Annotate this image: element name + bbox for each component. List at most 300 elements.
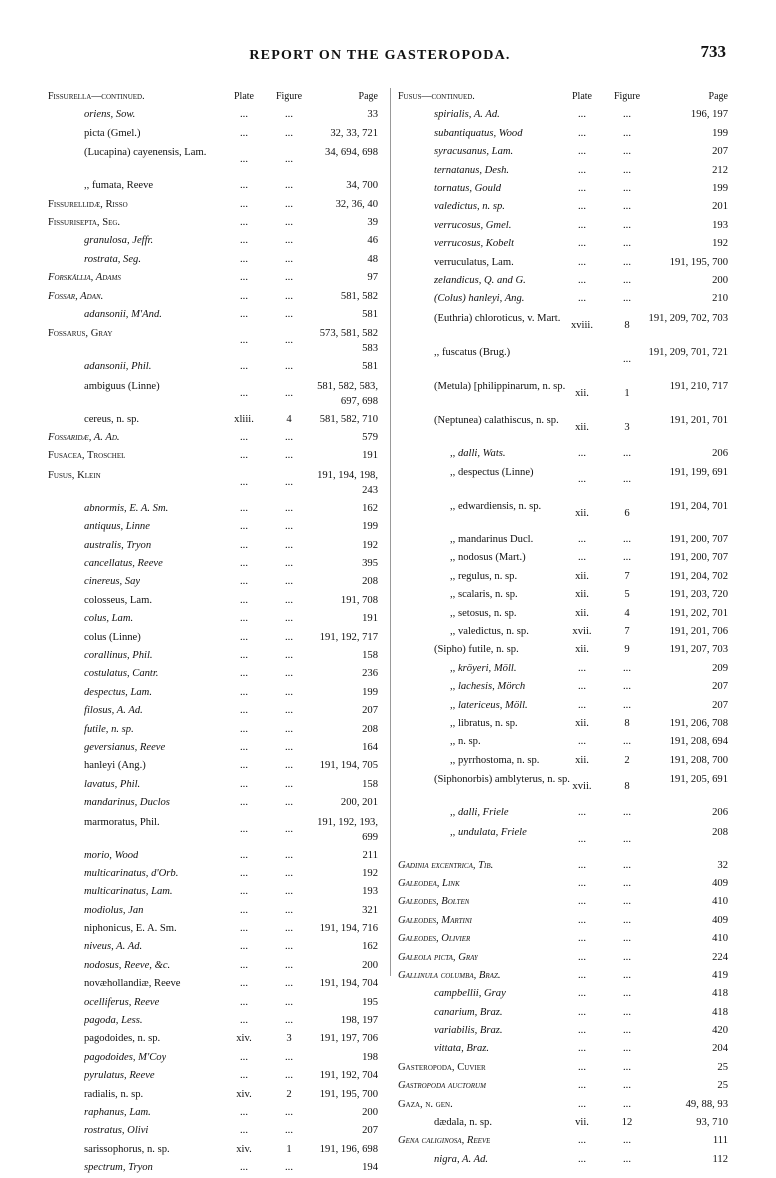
index-entry — [48, 358, 382, 376]
entry-page: 581, 582, 710 — [319, 413, 378, 425]
entry-name: ,, nodosus (Mart.) — [450, 552, 526, 564]
entry-page: 581 — [362, 361, 378, 373]
index-entry — [398, 1096, 728, 1114]
entry-figure: ... — [623, 833, 631, 845]
entry-page: 32 — [717, 859, 728, 871]
entry-figure: ... — [285, 272, 293, 284]
entry-name: ,, scalaris, n. sp. — [450, 589, 518, 601]
entry-page: 191, 208, 694 — [669, 736, 728, 748]
entry-name: oriens, Sow. — [84, 109, 136, 121]
page-number: 733 — [700, 42, 726, 61]
entry-figure: ... — [623, 969, 631, 981]
index-entry — [48, 776, 382, 794]
entry-figure: ... — [285, 886, 293, 898]
entry-name: niveus, A. Ad. — [84, 941, 143, 953]
entry-page: 191, 200, 707 — [669, 534, 728, 546]
entry-page: 191, 203, 720 — [669, 589, 728, 601]
entry-plate: xiv. — [236, 1088, 252, 1100]
entry-figure: 8 — [624, 717, 630, 729]
entry-figure: 5 — [624, 589, 630, 601]
entry-name: verruculatus, Lam. — [434, 256, 514, 268]
index-entry — [398, 1059, 728, 1077]
entry-plate: ... — [240, 272, 248, 284]
entry-name: Fissurella—continued. — [48, 91, 145, 102]
entry-name: (Sipho) futile, n. sp. — [434, 644, 519, 656]
entry-figure: ... — [285, 778, 293, 790]
entry-figure: ... — [285, 741, 293, 753]
entry-plate: ... — [240, 539, 248, 551]
entry-page: 321 — [362, 904, 378, 916]
index-entry — [48, 555, 382, 573]
entry-figure: ... — [285, 760, 293, 772]
index-column-left — [48, 88, 382, 1178]
entry-page: 199 — [712, 182, 728, 194]
index-entry — [48, 214, 382, 232]
entry-plate: ... — [240, 290, 248, 302]
entry-name: (Lucapina) cayenensis, Lam. — [84, 147, 207, 159]
entry-name: (Metula) [philippinarum, n. sp. — [434, 380, 566, 392]
entry-figure: ... — [623, 1153, 631, 1165]
entry-plate: ... — [240, 996, 248, 1008]
entry-plate: ... — [578, 182, 586, 194]
entry-page: 34, 700 — [346, 180, 378, 192]
index-entry — [48, 177, 382, 195]
index-entry — [48, 269, 382, 287]
entry-page: 97 — [367, 272, 378, 284]
entry-plate: ... — [578, 552, 586, 564]
entry-page: 418 — [712, 1006, 728, 1018]
index-entry — [48, 647, 382, 665]
entry-name: Gena caliginosa, Reeve — [398, 1135, 491, 1147]
index-entry — [398, 377, 728, 411]
column-header-figure: Figure — [275, 91, 303, 102]
entry-page: 208 — [362, 576, 378, 588]
entry-name: costulatus, Cantr. — [84, 668, 159, 680]
entry-name: corallinus, Phil. — [84, 649, 153, 661]
entry-page: 191, 194, 716 — [319, 923, 378, 935]
entry-figure: ... — [285, 361, 293, 373]
entry-page: 581 — [362, 308, 378, 320]
entry-page: 194 — [362, 1162, 378, 1174]
entry-name: cancellatus, Reeve — [84, 558, 163, 570]
entry-name: cinereus, Say — [84, 576, 141, 588]
index-entry — [48, 902, 382, 920]
entry-name: ,, dalli, Wats. — [450, 447, 506, 459]
entry-name: ,, fumata, Reeve — [84, 180, 154, 192]
index-entry — [48, 251, 382, 269]
entry-name: Fossar, Adan. — [48, 290, 104, 302]
index-entry — [48, 592, 382, 610]
entry-figure: 2 — [286, 1088, 292, 1100]
entry-page: 410 — [712, 933, 728, 945]
entry-figure: ... — [285, 432, 293, 444]
entry-plate: ... — [240, 450, 248, 462]
entry-page: 191, 209, 702, 703 — [648, 312, 728, 324]
entry-figure: 6 — [624, 508, 630, 520]
entry-figure: ... — [285, 198, 293, 210]
index-entry — [398, 1114, 728, 1132]
index-entry — [48, 610, 382, 628]
entry-figure: ... — [623, 988, 631, 1000]
entry-plate: ... — [240, 923, 248, 935]
index-entry — [48, 1104, 382, 1122]
entry-plate: ... — [240, 904, 248, 916]
entry-figure: ... — [285, 450, 293, 462]
entry-page: 204 — [712, 1043, 728, 1055]
entry-name: granulosa, Jeffr. — [84, 235, 154, 247]
entry-plate: xvii. — [572, 626, 592, 638]
entry-page: 211 — [362, 849, 378, 861]
entry-figure: 9 — [624, 644, 630, 656]
entry-figure: ... — [623, 1006, 631, 1018]
entry-name: ,, kröyeri, Möll. — [450, 662, 517, 674]
entry-name: ,, valedictus, n. sp. — [450, 626, 529, 638]
index-entry — [48, 411, 382, 429]
index-entry — [398, 605, 728, 623]
entry-page: 191, 194, 705 — [319, 760, 378, 772]
entry-page: 198, 197 — [340, 1015, 378, 1027]
entry-figure: ... — [285, 797, 293, 809]
entry-figure: ... — [285, 849, 293, 861]
index-entry — [48, 288, 382, 306]
entry-page: 192 — [362, 539, 378, 551]
column-header-page: Page — [708, 91, 728, 102]
entry-name: ,, latericeus, Möll. — [450, 699, 528, 711]
entry-figure: ... — [285, 558, 293, 570]
entry-name: ,, pyrrhostoma, n. sp. — [450, 754, 540, 766]
entry-figure: ... — [285, 923, 293, 935]
entry-page: 199 — [712, 127, 728, 139]
entry-page: 191, 192, 717 — [319, 631, 378, 643]
index-entry — [398, 804, 728, 822]
entry-name: dædala, n. sp. — [434, 1117, 492, 1129]
index-entry — [48, 518, 382, 536]
entry-plate: xii. — [575, 717, 589, 729]
index-entry — [48, 757, 382, 775]
entry-plate: xii. — [575, 589, 589, 601]
entry-name: ,, mandarinus Ducl. — [450, 534, 534, 546]
index-entry — [48, 938, 382, 956]
entry-plate: ... — [578, 699, 586, 711]
index-entry — [398, 912, 728, 930]
column-header-figure: Figure — [613, 91, 641, 102]
entry-figure: ... — [623, 353, 631, 365]
index-entry — [398, 733, 728, 751]
entry-figure: ... — [623, 109, 631, 121]
index-entry — [48, 143, 382, 177]
entry-name: lavatus, Phil. — [84, 778, 141, 790]
entry-figure: ... — [623, 1080, 631, 1092]
entry-name: mandarinus, Duclos — [84, 797, 170, 809]
entry-name: (Euthria) chloroticus, v. Mart. — [434, 312, 561, 324]
entry-name: niphonicus, E. A. Sm. — [84, 923, 177, 935]
entry-plate: ... — [240, 154, 248, 166]
entry-figure: ... — [285, 823, 293, 835]
entry-name: picta (Gmel.) — [84, 127, 141, 139]
index-entry — [48, 865, 382, 883]
entry-plate: ... — [240, 1125, 248, 1137]
entry-page: 201 — [712, 201, 728, 213]
entry-figure: ... — [285, 521, 293, 533]
entry-name: morio, Wood — [84, 849, 139, 861]
entry-figure: ... — [623, 699, 631, 711]
entry-plate: ... — [240, 235, 248, 247]
index-entry — [48, 739, 382, 757]
entry-figure: ... — [623, 1061, 631, 1073]
index-entry — [48, 684, 382, 702]
entry-plate: ... — [578, 164, 586, 176]
entry-figure: ... — [285, 539, 293, 551]
entry-name: pyrulatus, Reeve — [84, 1070, 155, 1082]
entry-name: cereus, n. sp. — [84, 413, 140, 425]
entry-page: 199 — [362, 521, 378, 533]
entry-figure: 8 — [624, 319, 630, 331]
entry-page: 200 — [362, 1106, 378, 1118]
column-header-plate: Plate — [572, 91, 592, 102]
entry-plate: ... — [578, 969, 586, 981]
index-entry — [398, 660, 728, 678]
entry-plate: ... — [240, 649, 248, 661]
entry-page: 207 — [362, 1125, 378, 1137]
entry-plate: ... — [240, 823, 248, 835]
entry-figure: ... — [285, 1015, 293, 1027]
entry-page: 191, 195, 700 — [319, 1088, 378, 1100]
index-entry — [398, 678, 728, 696]
entry-name: ,, setosus, n. sp. — [450, 607, 517, 619]
entry-name: Fusus, Klein — [48, 469, 101, 481]
index-entry — [48, 702, 382, 720]
entry-figure: ... — [285, 705, 293, 717]
index-entry — [398, 823, 728, 857]
entry-page: 49, 88, 93 — [685, 1098, 728, 1110]
entry-page: 191, 204, 701 — [669, 501, 728, 513]
entry-plate: ... — [578, 474, 586, 486]
index-entry — [398, 770, 728, 804]
entry-name: despectus, Lam. — [84, 686, 152, 698]
entry-name: filosus, A. Ad. — [84, 705, 143, 717]
index-entry — [398, 180, 728, 198]
entry-page: 199 — [362, 686, 378, 698]
entry-name: pagodoides, M'Coy — [84, 1051, 167, 1063]
entry-plate: ... — [240, 1162, 248, 1174]
entry-figure: ... — [285, 613, 293, 625]
entry-page: 191, 202, 701 — [669, 607, 728, 619]
index-entry — [398, 967, 728, 985]
entry-page: 207 — [712, 681, 728, 693]
entry-plate: ... — [240, 476, 248, 488]
entry-plate: ... — [578, 447, 586, 459]
index-entry — [398, 235, 728, 253]
index-entry — [48, 994, 382, 1012]
entry-plate: ... — [240, 1106, 248, 1118]
entry-figure: ... — [285, 1051, 293, 1063]
entry-page: 192 — [712, 238, 728, 250]
entry-page: 191, 210, 717 — [669, 380, 728, 392]
entry-plate: xii. — [575, 387, 589, 399]
entry-name: ,, n. sp. — [450, 736, 481, 748]
entry-page: 410 — [712, 896, 728, 908]
entry-name: Gaza, n. gen. — [398, 1098, 453, 1110]
index-entry — [48, 665, 382, 683]
entry-name: pagoda, Less. — [84, 1015, 143, 1027]
entry-page: 33 — [367, 109, 378, 121]
entry-figure: ... — [623, 256, 631, 268]
index-entry — [48, 306, 382, 324]
entry-page: 191, 208, 700 — [669, 754, 728, 766]
entry-figure: ... — [623, 201, 631, 213]
entry-figure: ... — [285, 1106, 293, 1118]
entry-plate: ... — [240, 521, 248, 533]
entry-plate: xiv. — [236, 1143, 252, 1155]
entry-plate: ... — [240, 1015, 248, 1027]
index-entry — [398, 1077, 728, 1095]
index-entry — [398, 875, 728, 893]
entry-page: 192 — [362, 867, 378, 879]
entry-name: ,, edwardiensis, n. sp. — [450, 501, 542, 513]
entry-figure: ... — [285, 867, 293, 879]
entry-page: 191, 192, 704 — [319, 1070, 378, 1082]
index-entry — [48, 447, 382, 465]
entry-page: 39 — [367, 216, 378, 228]
entry-name: colus, Lam. — [84, 613, 134, 625]
index-entry — [48, 466, 382, 500]
entry-figure: ... — [623, 914, 631, 926]
entry-name: Gastropoda auctorum — [398, 1080, 486, 1092]
entry-page: 573, 581, 582 583 — [319, 328, 378, 355]
entry-plate: ... — [240, 613, 248, 625]
entry-plate: ... — [240, 631, 248, 643]
entry-page: 579 — [362, 432, 378, 444]
entry-figure: ... — [285, 216, 293, 228]
index-entry — [398, 411, 728, 445]
entry-name: ,, lachesis, Mörch — [450, 681, 526, 693]
entry-page: 207 — [712, 146, 728, 158]
entry-plate: ... — [578, 293, 586, 305]
index-entry — [48, 721, 382, 739]
entry-plate: ... — [240, 502, 248, 514]
entry-plate: ... — [578, 1061, 586, 1073]
index-entry — [398, 290, 728, 308]
entry-figure: ... — [285, 387, 293, 399]
entry-name: verrucosus, Gmel. — [434, 219, 512, 231]
index-entry — [48, 573, 382, 591]
entry-name: hanleyi (Ang.) — [84, 760, 146, 772]
entry-figure: ... — [285, 1125, 293, 1137]
entry-page: 191, 205, 691 — [669, 774, 728, 786]
entry-figure: ... — [285, 476, 293, 488]
entry-plate: ... — [240, 361, 248, 373]
entry-page: 191 — [362, 613, 378, 625]
entry-page: 191, 194, 704 — [319, 978, 378, 990]
index-entry — [398, 949, 728, 967]
entry-figure: ... — [285, 576, 293, 588]
entry-name: (Colus) hanleyi, Ang. — [434, 293, 525, 305]
index-entry — [398, 1022, 728, 1040]
index-entry — [398, 1151, 728, 1169]
entry-plate: ... — [240, 216, 248, 228]
entry-name: Gallinula columba, Braz. — [398, 969, 501, 981]
entry-plate: ... — [240, 941, 248, 953]
entry-figure: ... — [285, 996, 293, 1008]
entry-figure: ... — [285, 308, 293, 320]
entry-plate: ... — [240, 335, 248, 347]
entry-page: 207 — [712, 699, 728, 711]
entry-name: Galeodes, Olivier — [398, 933, 471, 945]
index-entry — [398, 697, 728, 715]
entry-plate: ... — [240, 308, 248, 320]
entry-plate: xiv. — [236, 1033, 252, 1045]
entry-plate: xliii. — [234, 413, 254, 425]
index-entry — [48, 429, 382, 447]
index-entry — [398, 343, 728, 377]
entry-figure: ... — [623, 1025, 631, 1037]
entry-name: spirialis, A. Ad. — [434, 109, 500, 121]
entry-plate: ... — [578, 877, 586, 889]
index-entry — [48, 1141, 382, 1159]
entry-page: 200 — [362, 959, 378, 971]
entry-plate: ... — [578, 988, 586, 1000]
entry-name: verrucosus, Kobelt — [434, 238, 515, 250]
entry-name: (Neptunea) calathiscus, n. sp. — [434, 414, 559, 426]
entry-page: 418 — [712, 988, 728, 1000]
index-column-right — [398, 88, 728, 1169]
entry-figure: ... — [285, 109, 293, 121]
entry-name: futile, n. sp. — [84, 723, 134, 735]
entry-page: 112 — [712, 1153, 728, 1165]
index-entry — [398, 143, 728, 161]
entry-page: 191, 194, 198, 243 — [317, 469, 378, 496]
index-entry — [48, 847, 382, 865]
entry-plate: ... — [578, 1080, 586, 1092]
entry-name: variabilis, Braz. — [434, 1025, 503, 1037]
entry-page: 193 — [712, 219, 728, 231]
entry-name: ,, dalli, Friele — [450, 807, 509, 819]
entry-plate: ... — [578, 1006, 586, 1018]
index-entry — [48, 324, 382, 358]
index-entry — [48, 500, 382, 518]
entry-plate: xii. — [575, 508, 589, 520]
entry-plate: ... — [240, 558, 248, 570]
index-entry — [398, 1004, 728, 1022]
entry-figure: ... — [623, 951, 631, 963]
entry-name: pagodoides, n. sp. — [84, 1033, 161, 1045]
entry-plate: ... — [240, 849, 248, 861]
index-entry — [398, 198, 728, 216]
entry-name: geversianus, Reeve — [84, 741, 166, 753]
entry-plate: ... — [240, 1070, 248, 1082]
entry-name: tornatus, Gould — [434, 182, 502, 194]
entry-figure: ... — [623, 877, 631, 889]
entry-plate: ... — [578, 951, 586, 963]
entry-plate: ... — [240, 432, 248, 444]
entry-figure: ... — [285, 154, 293, 166]
entry-figure: 4 — [624, 607, 630, 619]
index-entry — [48, 377, 382, 411]
index-entry — [48, 629, 382, 647]
entry-plate: ... — [240, 253, 248, 265]
entry-plate: ... — [578, 534, 586, 546]
entry-figure: ... — [623, 534, 631, 546]
entry-figure: ... — [285, 978, 293, 990]
entry-plate: ... — [578, 914, 586, 926]
index-entry — [48, 196, 382, 214]
entry-name: subantiquatus, Wood — [434, 127, 523, 139]
entry-page: 395 — [362, 558, 378, 570]
index-entry — [398, 445, 728, 463]
entry-name: Gasteropoda, Cuvier — [398, 1061, 486, 1073]
entry-name: Fissurellidæ, Risso — [48, 198, 128, 210]
entry-figure: ... — [285, 335, 293, 347]
